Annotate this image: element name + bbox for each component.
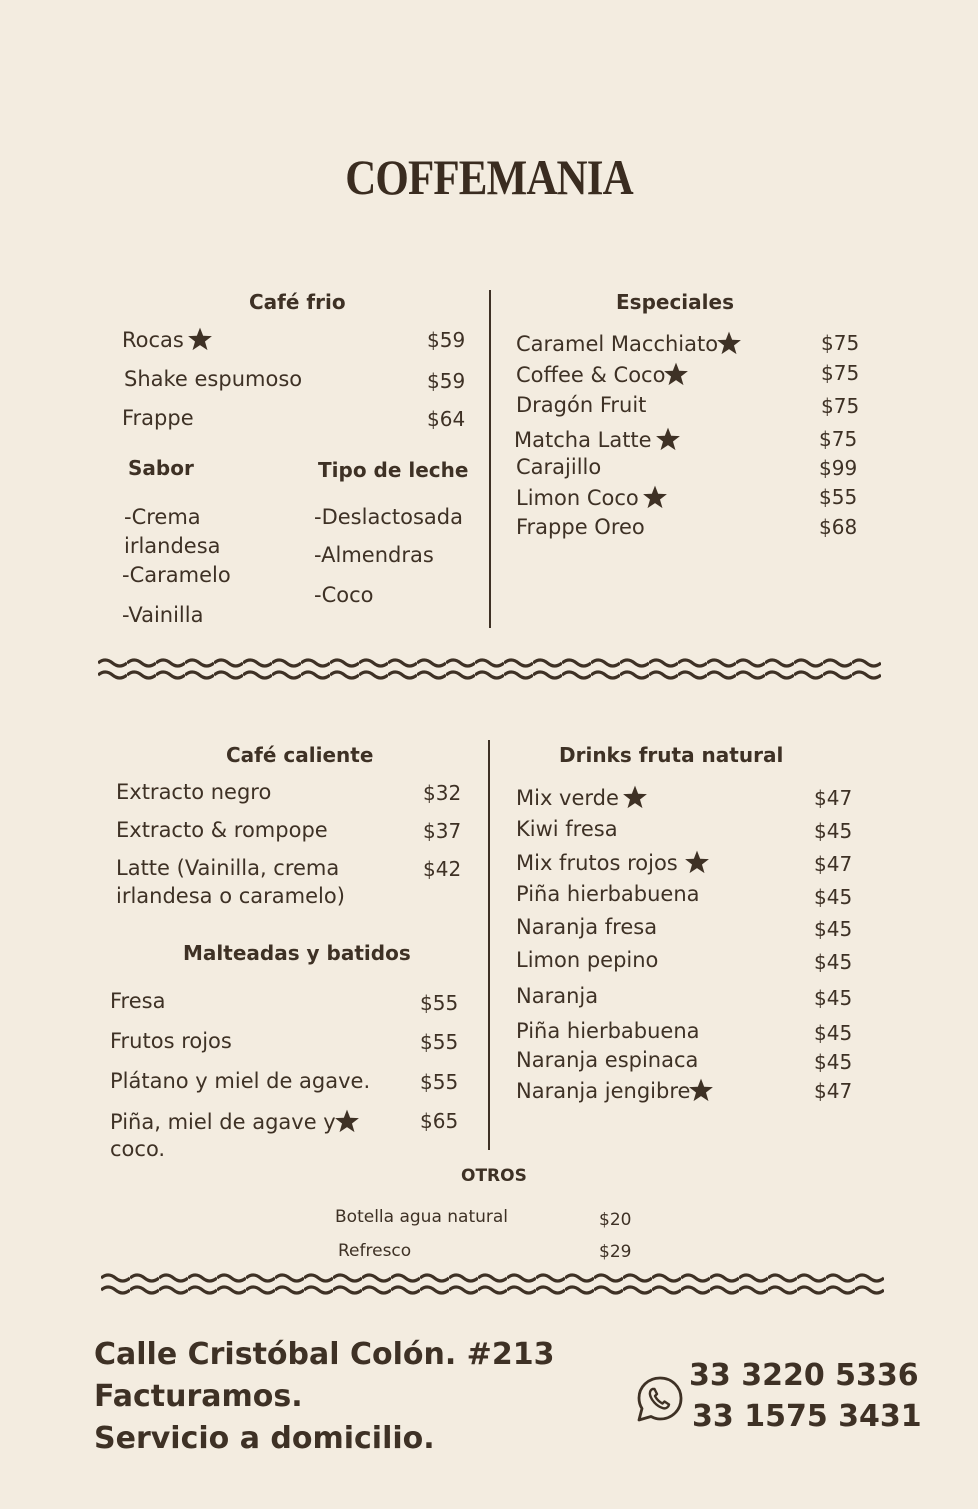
star-icon [684,849,710,875]
menu-item-name: Limon pepino [516,948,659,972]
subheading-tipo-leche: Tipo de leche [318,458,469,482]
menu-item-name: Caramel Macchiato [516,330,742,356]
menu-item-name: Latte (Vainilla, crema [116,856,340,880]
menu-item-price: $37 [423,819,462,843]
section-heading-otros: OTROS [461,1166,527,1186]
option-text: -Vainilla [122,603,204,627]
menu-item-name: Refresco [338,1241,412,1261]
menu-item-price: $65 [420,1109,459,1133]
menu-item-price: $64 [427,407,466,431]
whatsapp-icon [634,1374,686,1424]
menu-item-price: $55 [420,1030,459,1054]
menu-item-name: Coffee & Coco [516,361,689,387]
menu-item-price: $45 [814,917,853,941]
wave-divider [98,658,881,684]
menu-item-name: Mix verde [516,784,648,810]
menu-item-price: $59 [427,369,466,393]
star-icon [187,326,213,352]
star-icon [663,361,689,387]
menu-item-name: Botella agua natural [335,1207,509,1227]
menu-item-price: $45 [814,1050,853,1074]
menu-item-name-cont: irlandesa o caramelo) [116,884,345,908]
star-icon [642,484,668,510]
menu-item-name: Piña hierbabuena [516,882,700,906]
menu-title: COFFEMANIA [345,149,633,205]
option-text: -Caramelo [122,563,231,587]
star-icon [655,426,681,452]
menu-item-price: $59 [427,328,466,352]
delivery-text: Servicio a domicilio. [94,1421,435,1456]
invoice-text: Facturamos. [94,1379,303,1414]
divider-top [489,290,491,628]
menu-item-name: Frappe Oreo [516,515,645,539]
menu-item-price: $55 [420,1070,459,1094]
menu-item-name: Dragón Fruit [516,393,647,417]
menu-item-name: Frappe [122,406,194,430]
menu-item-price: $42 [423,857,462,881]
phone-number-2[interactable]: 33 1575 3431 [692,1399,922,1434]
option-text: -Almendras [314,543,434,567]
star-icon [622,784,648,810]
star-icon [688,1077,714,1103]
menu-item-price: $55 [819,485,858,509]
menu-item-name: Carajillo [516,455,602,479]
menu-item-name: Piña hierbabuena [516,1019,700,1043]
section-heading-drinks: Drinks fruta natural [559,743,784,767]
menu-item-name: Naranja espinaca [516,1048,699,1072]
menu-item-price: $47 [814,1079,853,1103]
menu-item-name: Naranja jengibre [516,1077,714,1103]
address-text: Calle Cristóbal Colón. #213 [94,1337,555,1372]
option-text: -Deslactosada [314,505,463,529]
menu-item-name: Limon Coco [516,484,668,510]
menu-item-price: $75 [821,394,860,418]
menu-item-price: $45 [814,986,853,1010]
section-heading-cafe-frio: Café frio [249,290,346,314]
menu-item-price: $47 [814,786,853,810]
menu-item-price: $45 [814,1021,853,1045]
menu-item-name: Shake espumoso [124,367,303,391]
option-text: -Coco [314,583,374,607]
section-heading-especiales: Especiales [616,290,734,314]
menu-item-price: $75 [821,331,860,355]
menu-item-name: Naranja fresa [516,915,658,939]
star-icon [334,1108,360,1134]
menu-item-name: Rocas [122,326,213,352]
option-text: -Crema [124,505,201,529]
menu-item-price: $45 [814,819,853,843]
menu-item-name: Mix frutos rojos [516,849,710,875]
wave-divider [101,1273,884,1299]
menu-item-price: $47 [814,852,853,876]
menu-item-name: Plátano y miel de agave. [110,1069,371,1093]
menu-item-price: $20 [599,1210,632,1230]
menu-item-price: $32 [423,781,462,805]
menu-item-name: Fresa [110,989,166,1013]
menu-item-price: $75 [819,427,858,451]
menu-item-price: $29 [599,1242,632,1262]
divider-bottom [488,740,490,1150]
menu-item-price: $55 [420,991,459,1015]
option-text: irlandesa [124,534,221,558]
star-icon [716,330,742,356]
subheading-sabor: Sabor [128,456,194,480]
menu-item-name: Piña, miel de agave y [110,1108,360,1134]
menu-item-name: Naranja [516,984,599,1008]
menu-item-name: Kiwi fresa [516,817,618,841]
menu-item-name: Extracto negro [116,780,272,804]
menu-item-price: $45 [814,885,853,909]
menu-item-name: Matcha Latte [514,426,681,452]
menu-item-price: $99 [819,456,858,480]
phone-number-1[interactable]: 33 3220 5336 [689,1358,919,1393]
menu-item-name: Frutos rojos [110,1029,232,1053]
section-heading-malteadas: Malteadas y batidos [183,941,411,965]
menu-item-name: Extracto & rompope [116,818,328,842]
menu-item-price: $45 [814,950,853,974]
menu-item-price: $75 [821,361,860,385]
menu-item-name-cont: coco. [110,1137,166,1161]
section-heading-cafe-caliente: Café caliente [226,743,374,767]
menu-item-price: $68 [819,515,858,539]
